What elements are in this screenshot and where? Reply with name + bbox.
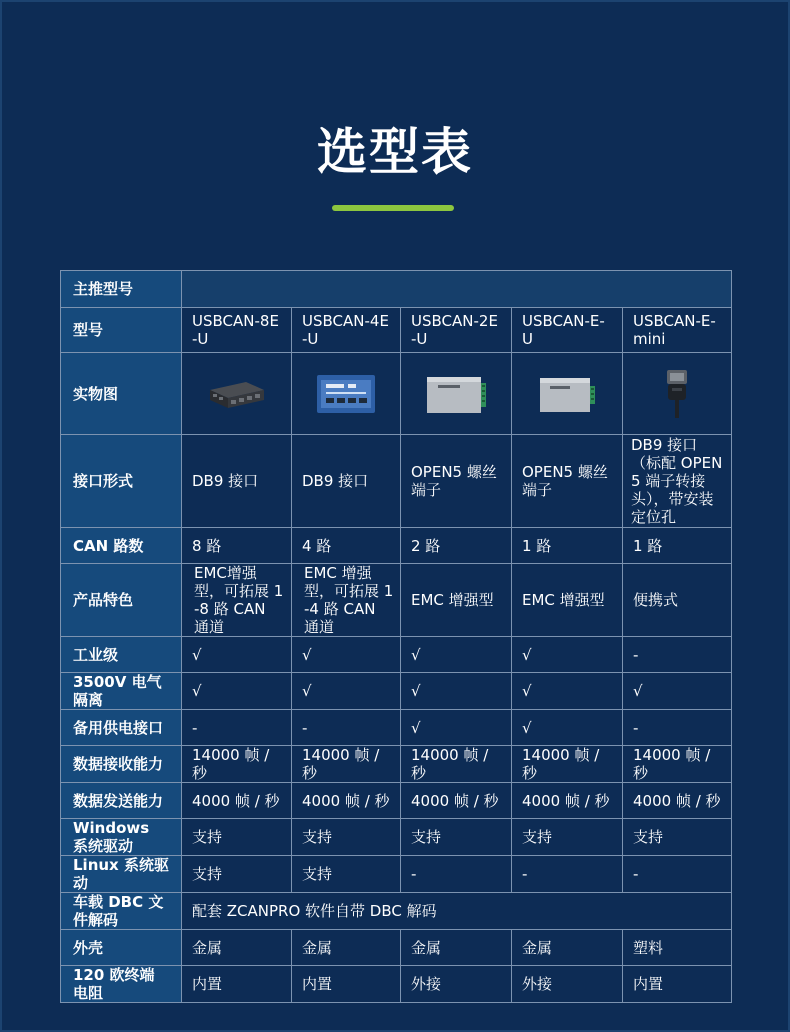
- table-cell: √: [182, 637, 292, 673]
- selection-table: [60, 270, 732, 1003]
- row-label: 接口形式: [61, 435, 182, 528]
- product-image-cell: [182, 353, 292, 435]
- table-row: [61, 819, 732, 856]
- table-cell: 14000 帧 / 秒: [512, 746, 623, 783]
- table-cell: EMC增强型，可拓展 1-8 路 CAN 通道: [182, 564, 292, 637]
- table-cell: 支持: [512, 819, 623, 856]
- table-cell: 4000 帧 / 秒: [401, 783, 512, 819]
- table-cell: 4000 帧 / 秒: [182, 783, 292, 819]
- table-cell: 4000 帧 / 秒: [512, 783, 623, 819]
- table-cell: 8 路: [182, 528, 292, 564]
- product-image-cell: [623, 353, 732, 435]
- model-cell: USBCAN-4E-U: [292, 308, 401, 353]
- row-label: CAN 路数: [61, 528, 182, 564]
- table-cell: -: [512, 856, 623, 893]
- usbcan-e-u-photo: [536, 372, 598, 416]
- table-row: [61, 930, 732, 966]
- product-image-cell: [401, 353, 512, 435]
- table-cell: 14000 帧 / 秒: [292, 746, 401, 783]
- table-cell: 14000 帧 / 秒: [623, 746, 732, 783]
- table-row: [61, 710, 732, 746]
- table-cell: 4 路: [292, 528, 401, 564]
- table-cell: -: [292, 710, 401, 746]
- table-cell: EMC 增强型: [512, 564, 623, 637]
- table-row: [61, 271, 732, 308]
- table-cell: -: [623, 856, 732, 893]
- table-cell: 支持: [623, 819, 732, 856]
- table-row: [61, 893, 732, 930]
- table-row: [61, 856, 732, 893]
- row-label: 实物图: [61, 353, 182, 435]
- table-cell: √: [401, 637, 512, 673]
- table-cell: 4000 帧 / 秒: [623, 783, 732, 819]
- table-cell: -: [401, 856, 512, 893]
- table-cell: √: [182, 673, 292, 710]
- table-cell: 金属: [512, 930, 623, 966]
- row-label: 产品特色: [61, 564, 182, 637]
- table-cell: 支持: [401, 819, 512, 856]
- table-cell: √: [512, 637, 623, 673]
- table-cell: 支持: [292, 856, 401, 893]
- table-cell: 金属: [292, 930, 401, 966]
- row-label: Linux 系统驱动: [61, 856, 182, 893]
- table-cell: 支持: [182, 856, 292, 893]
- merged-cell: 配套 ZCANPRO 软件自带 DBC 解码: [182, 893, 732, 930]
- product-image-cell: [512, 353, 623, 435]
- usbcan-8e-u-photo: [206, 376, 268, 412]
- table-cell: 金属: [401, 930, 512, 966]
- usbcan-e-mini-photo: [660, 366, 694, 422]
- table-cell: 支持: [182, 819, 292, 856]
- table-cell: 塑料: [623, 930, 732, 966]
- row-label: 备用供电接口: [61, 710, 182, 746]
- table-cell: -: [182, 710, 292, 746]
- table-cell: 金属: [182, 930, 292, 966]
- table-cell: 便携式: [623, 564, 732, 637]
- table-cell: √: [292, 637, 401, 673]
- model-cell: USBCAN-E-mini: [623, 308, 732, 353]
- row-label: Windows 系统驱动: [61, 819, 182, 856]
- table-row: [61, 783, 732, 819]
- table-cell: 1 路: [512, 528, 623, 564]
- table-cell: EMC 增强型: [401, 564, 512, 637]
- table-cell: 内置: [292, 966, 401, 1003]
- model-cell: USBCAN-E-U: [512, 308, 623, 353]
- table-row: [61, 746, 732, 783]
- row-label: 型号: [61, 308, 182, 353]
- row-label: 120 欧终端电阻: [61, 966, 182, 1003]
- table-cell: 内置: [182, 966, 292, 1003]
- table-cell: 14000 帧 / 秒: [182, 746, 292, 783]
- table-cell: EMC 增强型，可拓展 1-4 路 CAN 通道: [292, 564, 401, 637]
- table-cell: 4000 帧 / 秒: [292, 783, 401, 819]
- table-row: [61, 435, 732, 528]
- page-title: 选型表: [317, 123, 473, 181]
- table-cell: 14000 帧 / 秒: [401, 746, 512, 783]
- table-row: [61, 966, 732, 1003]
- row-label: 数据发送能力: [61, 783, 182, 819]
- header-blank: [182, 271, 732, 308]
- table-cell: 支持: [292, 819, 401, 856]
- table-cell: √: [623, 673, 732, 710]
- row-label: 数据接收能力: [61, 746, 182, 783]
- table-cell: √: [292, 673, 401, 710]
- table-row: [61, 528, 732, 564]
- table-cell: 外接: [401, 966, 512, 1003]
- table-cell: DB9 接口: [292, 435, 401, 528]
- table-cell: OPEN5 螺丝端子: [512, 435, 623, 528]
- usbcan-4e-u-photo: [314, 372, 378, 416]
- table-cell: 外接: [512, 966, 623, 1003]
- table-row: [61, 308, 732, 353]
- table-row: [61, 353, 732, 435]
- row-label: 主推型号: [61, 271, 182, 308]
- table-cell: 1 路: [623, 528, 732, 564]
- table-row: [61, 564, 732, 637]
- table-cell: -: [623, 637, 732, 673]
- table-cell: 内置: [623, 966, 732, 1003]
- table-cell: 2 路: [401, 528, 512, 564]
- row-label: 3500V 电气隔离: [61, 673, 182, 710]
- row-label: 工业级: [61, 637, 182, 673]
- table-cell: √: [512, 673, 623, 710]
- table-cell: DB9 接口: [182, 435, 292, 528]
- usbcan-2e-u-photo: [423, 371, 489, 417]
- table-row: [61, 637, 732, 673]
- table-cell: √: [512, 710, 623, 746]
- title-underline: [332, 205, 454, 211]
- table-cell: √: [401, 710, 512, 746]
- row-label: 外壳: [61, 930, 182, 966]
- table-cell: DB9 接口（标配 OPEN5 端子转接头），带安装定位孔: [623, 435, 732, 528]
- model-cell: USBCAN-8E-U: [182, 308, 292, 353]
- model-cell: USBCAN-2E-U: [401, 308, 512, 353]
- table-row: [61, 673, 732, 710]
- row-label: 车载 DBC 文件解码: [61, 893, 182, 930]
- table-cell: -: [623, 710, 732, 746]
- table-cell: √: [401, 673, 512, 710]
- product-image-cell: [292, 353, 401, 435]
- table-cell: OPEN5 螺丝端子: [401, 435, 512, 528]
